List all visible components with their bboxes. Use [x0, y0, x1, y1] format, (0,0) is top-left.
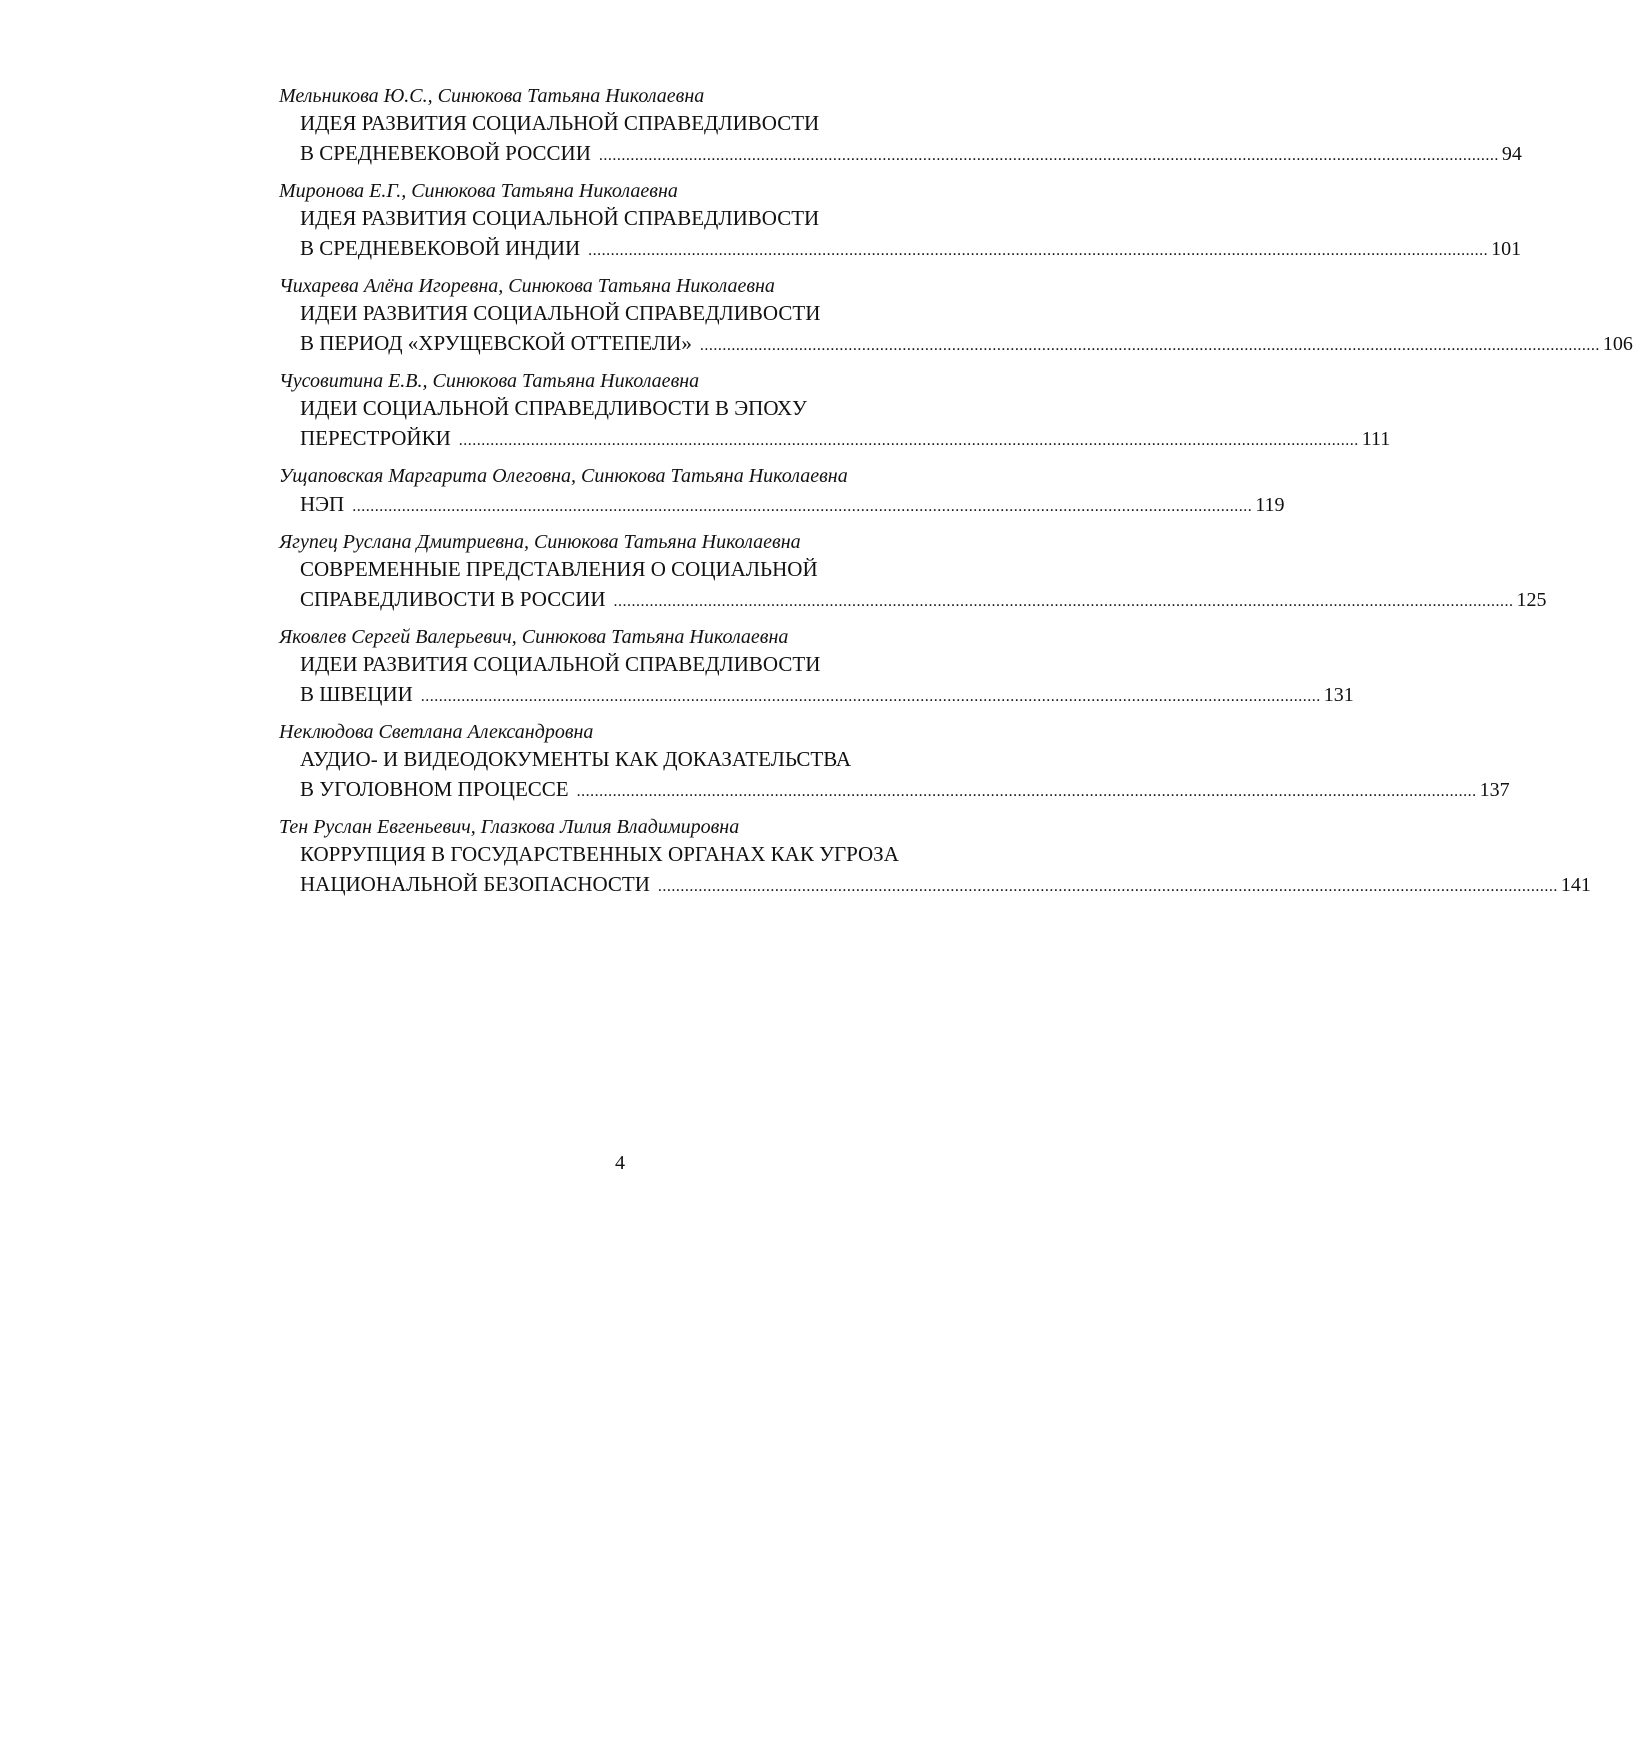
entry-title-text: В УГОЛОВНОМ ПРОЦЕССЕ [300, 777, 569, 801]
entry-authors: Мельникова Ю.С., Синюкова Татьяна Николаевна [279, 85, 705, 107]
dot-leader: ........................................................................................................................................................................................................ [352, 498, 1253, 515]
entry-title-text: В СРЕДНЕВЕКОВОЙ ИНДИИ [300, 236, 581, 260]
entry-page-number: 125 [1516, 589, 1547, 611]
entry-title-last-line[interactable] [279, 584, 1547, 614]
table-of-contents [279, 84, 1633, 910]
dot-leader: ........................................................................................................................................................................................................ [613, 593, 1514, 610]
entry-page-number: 131 [1323, 684, 1354, 706]
entry-title-last-line[interactable] [279, 138, 1522, 168]
toc-entry [279, 720, 1510, 804]
entry-title-text: ПЕРЕСТРОЙКИ [300, 426, 451, 450]
toc-entry [279, 84, 1522, 168]
entry-title-line: КОРРУПЦИЯ В ГОСУДАРСТВЕННЫХ ОРГАНАХ КАК УГРОЗА [300, 842, 899, 866]
entry-authors: Ущаповская Маргарита Олеговна, Синюкова Татьяна Николаевна [279, 465, 848, 487]
entry-title-line: АУДИО- И ВИДЕОДОКУМЕНТЫ КАК ДОКАЗАТЕЛЬСТВА [300, 747, 852, 771]
entry-page-number: 94 [1501, 143, 1522, 165]
entry-title-last-line[interactable] [279, 328, 1633, 358]
entry-title-line: ИДЕЯ РАЗВИТИЯ СОЦИАЛЬНОЙ СПРАВЕДЛИВОСТИ [300, 111, 820, 135]
dot-leader: ........................................................................................................................................................................................................ [598, 147, 1499, 164]
entry-title-last-line[interactable] [279, 489, 1285, 519]
entry-title-last-line[interactable] [279, 869, 1591, 899]
entry-authors: Чихарева Алёна Игоревна, Синюкова Татьяна Николаевна [279, 275, 775, 297]
toc-entry [279, 815, 1591, 899]
entry-title-text: В ШВЕЦИИ [300, 682, 413, 706]
toc-entry [279, 179, 1522, 263]
entry-title-line: ИДЕИ РАЗВИТИЯ СОЦИАЛЬНОЙ СПРАВЕДЛИВОСТИ [300, 652, 821, 676]
entry-title-text: В СРЕДНЕВЕКОВОЙ РОССИИ [300, 141, 591, 165]
entry-title-line: СОВРЕМЕННЫЕ ПРЕДСТАВЛЕНИЯ О СОЦИАЛЬНОЙ [300, 557, 818, 581]
entry-authors: Чусовитина Е.В., Синюкова Татьяна Николаевна [279, 370, 700, 392]
entry-page-number: 101 [1491, 238, 1522, 260]
entry-page-number: 106 [1602, 333, 1633, 355]
dot-leader: ........................................................................................................................................................................................................ [588, 242, 1489, 259]
dot-leader: ........................................................................................................................................................................................................ [576, 783, 1477, 800]
page-number: 4 [615, 1152, 625, 1174]
toc-entry [279, 625, 1354, 709]
dot-leader: ........................................................................................................................................................................................................ [699, 337, 1600, 354]
dot-leader: ........................................................................................................................................................................................................ [657, 878, 1558, 895]
toc-entry [279, 530, 1547, 614]
entry-title-last-line[interactable] [279, 679, 1354, 709]
toc-entry [279, 274, 1633, 358]
dot-leader: ........................................................................................................................................................................................................ [420, 688, 1321, 705]
entry-page-number: 119 [1255, 494, 1285, 516]
dot-leader: ........................................................................................................................................................................................................ [458, 432, 1359, 449]
entry-authors: Ягупец Руслана Дмитриевна, Синюкова Татьяна Николаевна [279, 531, 801, 553]
entry-title-text: НАЦИОНАЛЬНОЙ БЕЗОПАСНОСТИ [300, 872, 650, 896]
entry-page-number: 141 [1560, 874, 1591, 896]
toc-entry [279, 369, 1391, 453]
entry-title-text: В ПЕРИОД «ХРУЩЕВСКОЙ ОТТЕПЕЛИ» [300, 331, 692, 355]
entry-authors: Неклюдова Светлана Александровна [279, 721, 594, 743]
entry-title-line: ИДЕЯ РАЗВИТИЯ СОЦИАЛЬНОЙ СПРАВЕДЛИВОСТИ [300, 206, 820, 230]
entry-authors: Яковлев Сергей Валерьевич, Синюкова Татьяна Николаевна [279, 626, 789, 648]
entry-title-line: ИДЕИ СОЦИАЛЬНОЙ СПРАВЕДЛИВОСТИ В ЭПОХУ [300, 396, 807, 420]
entry-page-number: 137 [1479, 779, 1510, 801]
entry-title-last-line[interactable] [279, 233, 1522, 263]
entry-title-text: НЭП [300, 492, 345, 516]
entry-title-text: СПРАВЕДЛИВОСТИ В РОССИИ [300, 587, 606, 611]
entry-authors: Миронова Е.Г., Синюкова Татьяна Николаевна [279, 180, 678, 202]
entry-title-line: ИДЕИ РАЗВИТИЯ СОЦИАЛЬНОЙ СПРАВЕДЛИВОСТИ [300, 301, 821, 325]
entry-page-number: 111 [1361, 428, 1391, 450]
entry-title-last-line[interactable] [279, 774, 1510, 804]
entry-authors: Тен Руслан Евгеньевич, Глазкова Лилия Владимировна [279, 816, 740, 838]
entry-title-last-line[interactable] [279, 423, 1391, 453]
toc-entry [279, 464, 1285, 519]
